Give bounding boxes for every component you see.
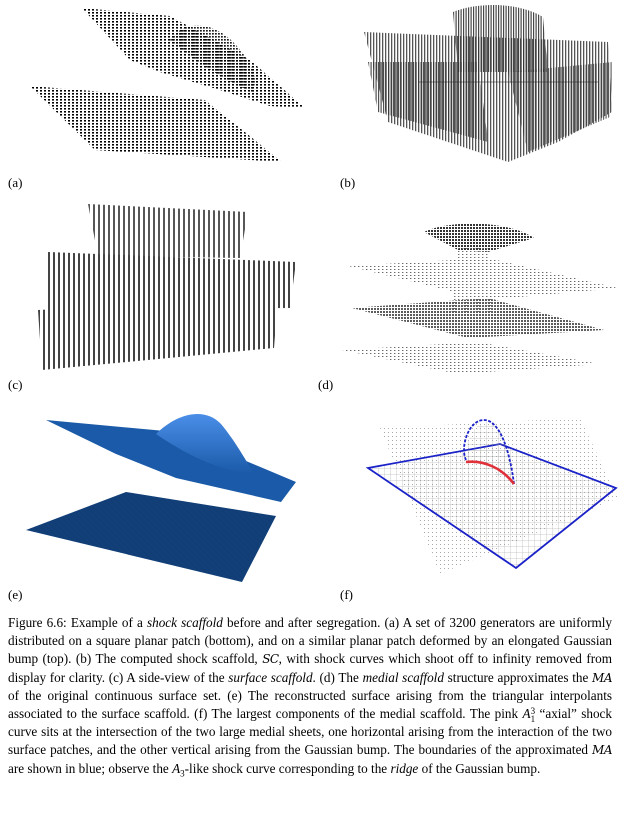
panel-f-label: (f)	[340, 587, 353, 602]
panel-b-image	[358, 2, 620, 172]
caption-text: , with shock curves which shoot off to infinity removed from display for clarity. (c) A side-view of the	[8, 651, 612, 685]
caption-text: structure approximates the	[443, 669, 593, 685]
caption-text: of the original continuous surface set. (e) The reconstructed surface arising from the triangular interpolants associated to the surface scaffold. (f) The largest components of the medial scaffold. The pink	[8, 687, 612, 722]
caption-term: shock scaffold	[146, 615, 223, 630]
panel-f-figure	[360, 408, 620, 578]
panel-e-image	[26, 404, 298, 584]
caption-symbol: MA	[592, 670, 612, 685]
caption-term: medial scaffold	[362, 669, 444, 685]
caption-text: -like shock curve corresponding to the	[184, 760, 391, 776]
caption-term: ridge	[390, 760, 419, 776]
caption-text: . (d) The	[312, 669, 363, 685]
panel-d-figure	[338, 218, 620, 378]
panel-a-figure	[20, 0, 310, 180]
panel-c-label: (c)	[8, 377, 23, 392]
caption-subscript: 3	[180, 768, 185, 779]
caption-text: Figure 6.6: Example of a	[8, 615, 147, 630]
caption-symbol: A	[172, 760, 181, 776]
caption-text: are shown in blue; observe the	[8, 760, 173, 776]
panel-c-image	[28, 198, 318, 378]
panel-a-label: (a)	[8, 175, 23, 190]
panel-a-image	[20, 0, 310, 180]
figure-caption	[8, 614, 612, 782]
caption-term: surface scaffold	[228, 669, 313, 685]
panel-d-image	[338, 218, 620, 378]
panel-d-label: (d)	[318, 377, 334, 392]
panel-b-figure	[358, 2, 620, 172]
caption-symbol: A	[522, 706, 531, 722]
caption-text: before and after segregation. (a) A set of 3200 generators are uniformly distributed on a square planar patch (bottom), and on a similar planar patch deformed by an elongated Gaussian bump (top). (b) The computed shock scaffold,	[8, 615, 612, 667]
panel-e-figure	[26, 404, 298, 584]
caption-symbol: MA	[592, 743, 612, 758]
caption-symbol: SC	[262, 652, 279, 667]
panel-f-image	[360, 408, 620, 578]
caption-superscript: 3	[530, 705, 536, 716]
panel-b-label: (b)	[340, 175, 356, 190]
panel-e-label: (e)	[8, 587, 23, 602]
caption-text: “axial” shock curve sits at the intersection of the two large medial sheets, one horizontal arising from the interaction of the two surface patches, and the other vertical arising from the Gaussian bump. The boundaries of the approximated	[8, 706, 613, 758]
caption-subscript: 1	[530, 713, 536, 724]
caption-text: of the Gaussian bump.	[418, 760, 541, 776]
panel-c-figure	[28, 198, 318, 378]
